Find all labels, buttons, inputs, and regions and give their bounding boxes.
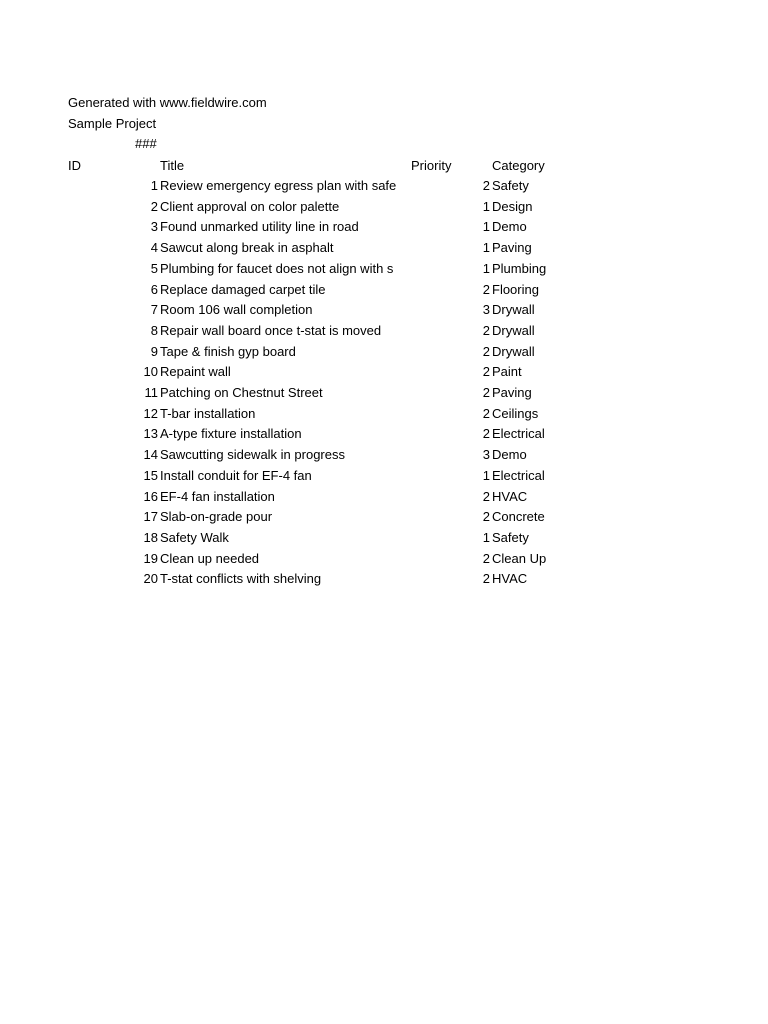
table-row [0, 530, 768, 551]
row-priority: 2 [482, 343, 490, 359]
row-category: Paving [492, 240, 532, 256]
row-title: Safety Walk [160, 529, 229, 545]
row-title: T-stat conflicts with shelving [160, 571, 322, 587]
row-priority: 2 [482, 488, 490, 504]
row-id: 5 [150, 260, 158, 276]
row-priority: 2 [482, 364, 490, 380]
row-title: Sawcut along break in asphalt [160, 240, 334, 256]
header-priority: Priority [411, 158, 452, 173]
date-placeholder: ### [135, 136, 157, 151]
table-row [0, 426, 768, 447]
row-id: 14 [143, 447, 158, 463]
row-id: 6 [150, 281, 158, 297]
row-title: T-bar installation [160, 405, 256, 421]
row-id: 16 [143, 488, 158, 504]
row-id: 17 [143, 509, 158, 525]
row-priority: 2 [482, 281, 490, 297]
row-id: 15 [143, 467, 158, 483]
row-category: Drywall [492, 343, 535, 359]
row-priority: 3 [482, 302, 490, 318]
row-id: 9 [150, 343, 158, 359]
table-row [0, 178, 768, 199]
table-row [0, 447, 768, 468]
row-priority: 1 [482, 219, 490, 235]
row-id: 7 [150, 302, 158, 318]
row-title: Clean up needed [160, 550, 260, 566]
row-id: 20 [143, 571, 158, 587]
table-row [0, 219, 768, 240]
table-row [0, 323, 768, 344]
row-category: Demo [492, 447, 527, 463]
row-category: Plumbing [492, 260, 547, 276]
table-row [0, 571, 768, 592]
row-priority: 2 [482, 322, 490, 338]
row-title: Repaint wall [160, 364, 231, 380]
row-category: Paving [492, 385, 532, 400]
table-row [0, 551, 768, 572]
header-category: Category [492, 158, 545, 173]
row-priority: 2 [482, 509, 490, 525]
header-title: Title [160, 158, 185, 173]
row-priority: 1 [482, 240, 490, 256]
row-id: 2 [150, 198, 158, 214]
row-id: 4 [150, 240, 158, 256]
row-id: 3 [150, 219, 158, 235]
row-priority: 2 [482, 550, 490, 566]
row-category: Safety [492, 178, 529, 193]
row-title: Review emergency egress plan with safe [160, 178, 397, 193]
row-priority: 1 [482, 467, 490, 483]
row-priority: 2 [482, 405, 490, 421]
row-category: Clean Up [492, 550, 547, 566]
row-id: 19 [143, 550, 158, 566]
table-row [0, 489, 768, 510]
row-category: Design [492, 198, 533, 214]
row-title: Plumbing for faucet does not align with s [160, 260, 394, 276]
row-title: Sawcutting sidewalk in progress [160, 447, 345, 463]
table-row [0, 509, 768, 530]
row-category: Paint [492, 364, 522, 380]
table-row [0, 199, 768, 220]
row-priority: 1 [482, 198, 490, 214]
table-row [0, 240, 768, 261]
row-priority: 1 [482, 529, 490, 545]
row-category: Ceilings [492, 405, 539, 421]
row-category: Drywall [492, 322, 535, 338]
row-category: Safety [492, 529, 529, 545]
row-priority: 2 [482, 178, 490, 193]
table-row [0, 364, 768, 385]
table-row [0, 344, 768, 365]
table-header-row [0, 158, 768, 179]
row-title: Client approval on color palette [160, 198, 340, 214]
row-title: Repair wall board once t-stat is moved [160, 322, 382, 338]
row-id: 13 [143, 426, 158, 442]
table-row [0, 302, 768, 323]
row-title: Patching on Chestnut Street [160, 385, 323, 400]
row-category: Flooring [492, 281, 539, 297]
row-priority: 2 [482, 571, 490, 587]
row-id: 12 [143, 405, 158, 421]
row-title: Install conduit for EF-4 fan [160, 467, 312, 483]
row-priority: 1 [482, 260, 490, 276]
row-title: EF-4 fan installation [160, 488, 275, 504]
header-id: ID [68, 158, 81, 173]
generated-by-text: Generated with www.fieldwire.com [68, 95, 267, 110]
row-title: Replace damaged carpet tile [160, 281, 326, 297]
row-category: Drywall [492, 302, 535, 318]
row-id: 1 [150, 178, 158, 193]
row-category: Electrical [492, 426, 545, 442]
row-id: 8 [150, 322, 158, 338]
table-row [0, 385, 768, 406]
row-priority: 2 [482, 385, 490, 400]
row-title: Tape & finish gyp board [160, 343, 296, 359]
row-title: Room 106 wall completion [160, 302, 313, 318]
row-category: HVAC [492, 488, 528, 504]
row-id: 18 [143, 529, 158, 545]
row-priority: 2 [482, 426, 490, 442]
row-category: Demo [492, 219, 527, 235]
row-id: 10 [143, 364, 158, 380]
row-category: HVAC [492, 571, 528, 587]
table-row [0, 282, 768, 303]
row-title: Slab-on-grade pour [160, 509, 273, 525]
project-name: Sample Project [68, 116, 157, 131]
table-row [0, 468, 768, 489]
row-category: Electrical [492, 467, 545, 483]
row-category: Concrete [492, 509, 545, 525]
table-row [0, 261, 768, 282]
table-row [0, 406, 768, 427]
row-title: Found unmarked utility line in road [160, 219, 359, 235]
row-id: 11 [144, 385, 158, 400]
row-title: A-type fixture installation [160, 426, 302, 442]
row-priority: 3 [482, 447, 490, 463]
